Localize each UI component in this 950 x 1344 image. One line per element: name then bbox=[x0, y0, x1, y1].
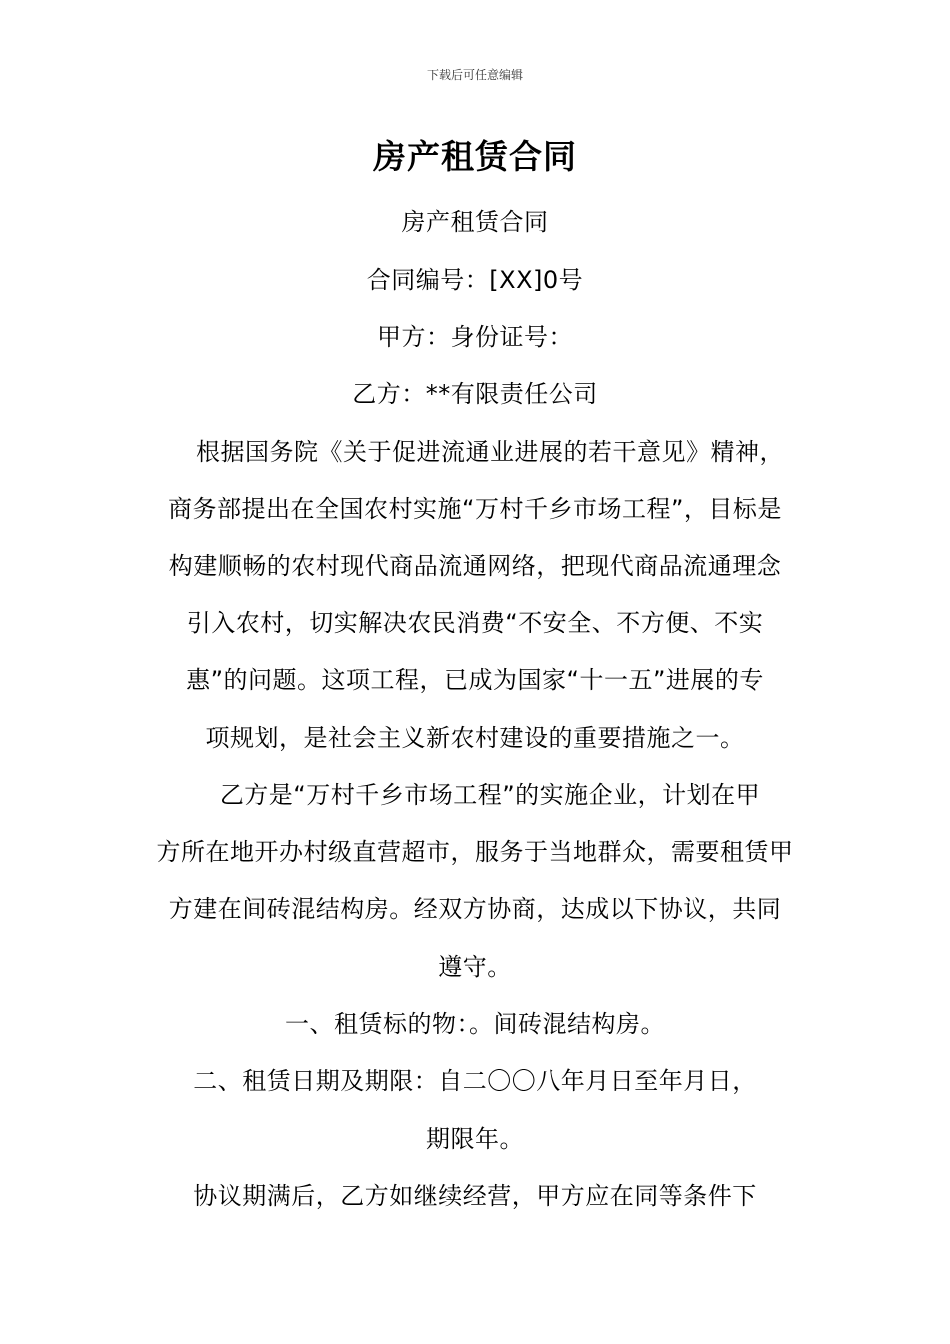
body-line: 方建在间砖混结构房。经双方协商，达成以下协议，共同 bbox=[168, 895, 782, 923]
body-line: 乙方是“万村千乡市场工程”的实施企业，计划在甲 bbox=[219, 781, 761, 809]
body-line: 协议期满后，乙方如继续经营，甲方应在同等条件下 bbox=[193, 1182, 757, 1210]
body-line: 根据国务院《关于促进流通业进展的若干意见》精神， bbox=[196, 438, 784, 466]
body-line: 商务部提出在全国农村实施“万村千乡市场工程”，目标是 bbox=[168, 495, 782, 523]
body-line: 方所在地开办村级直营超市，服务于当地群众，需要租赁甲 bbox=[156, 838, 794, 866]
body-line: 遵守。 bbox=[438, 953, 512, 981]
header-note: 下载后可任意编辑 bbox=[426, 68, 523, 82]
document-title: 房产租赁合同 bbox=[373, 137, 577, 176]
body-line: 项规划，是社会主义新农村建设的重要措施之一。 bbox=[205, 724, 745, 752]
body-line: 惠”的问题。这项工程，已成为国家“十一五”进展的专 bbox=[186, 666, 764, 694]
contract-number-line: 合同编号：[XX]0号 bbox=[366, 266, 584, 294]
clause-2-line: 期限年。 bbox=[426, 1125, 524, 1153]
party-b-line: 乙方：**有限责任公司 bbox=[352, 380, 598, 408]
body-line: 引入农村，切实解决农民消费“不安全、不方便、不实 bbox=[186, 609, 764, 637]
subtitle-line: 房产租赁合同 bbox=[401, 208, 549, 236]
clause-1-line: 一、租赁标的物：。间砖混结构房。 bbox=[285, 1010, 665, 1038]
party-a-line: 甲方：身份证号： bbox=[377, 323, 573, 351]
clause-2-line: 二、租赁日期及期限：自二〇〇八年月日至年月日， bbox=[193, 1067, 757, 1095]
body-line: 构建顺畅的农村现代商品流通网络，把现代商品流通理念 bbox=[168, 552, 782, 580]
